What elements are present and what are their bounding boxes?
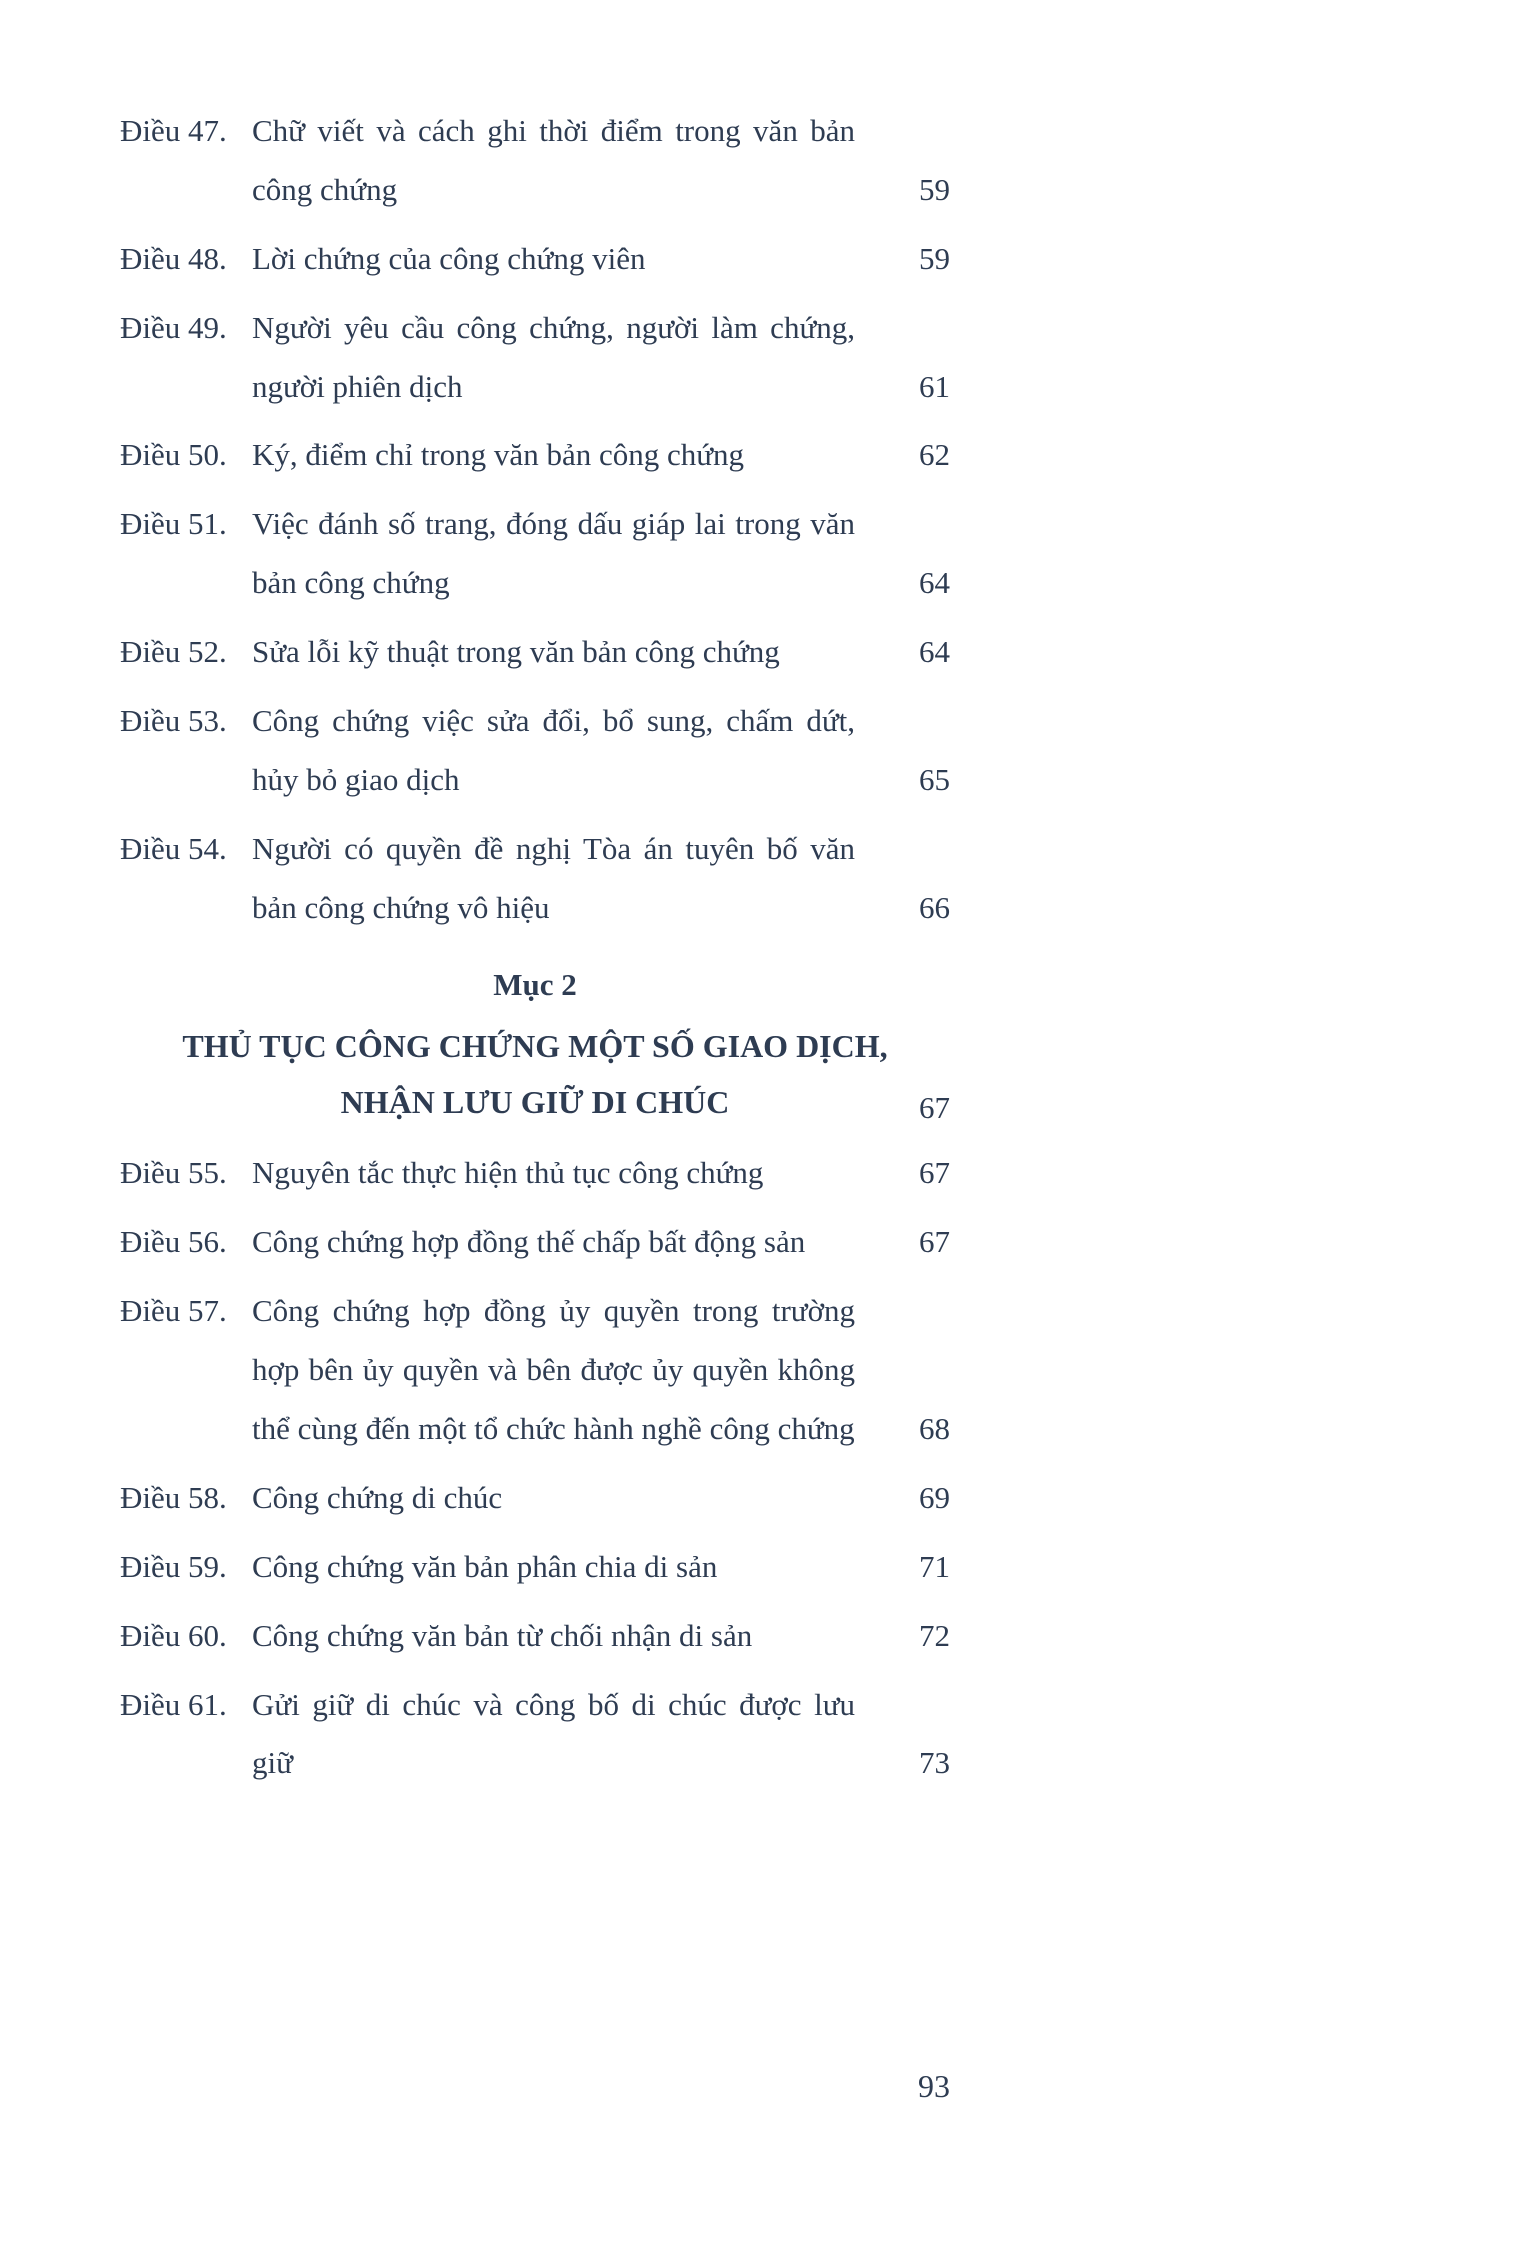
section-title-line2: NHẬN LƯU GIỮ DI CHÚC <box>340 1084 730 1121</box>
entry-title: Công chứng hợp đồng ủy quyền trong trường hợp bên ủy quyền và bên được ủy quyền không thể cùng đến một tổ chức hành nghề công chứng <box>252 1293 855 1447</box>
entry-title: Công chứng việc sửa đổi, bổ sung, chấm dứt, hủy bỏ giao dịch <box>252 703 855 797</box>
entry-page-number: 68 <box>919 1411 950 1447</box>
entry-page-number: 71 <box>919 1548 950 1584</box>
entry-page-number: 61 <box>919 368 950 404</box>
toc-entry <box>120 1469 950 1528</box>
entry-title: Công chứng văn bản phân chia di sản <box>252 1548 718 1584</box>
entry-label: Điều 59. <box>120 1548 227 1584</box>
toc-entry <box>120 1607 950 1666</box>
section-page-number: 67 <box>919 1090 950 1126</box>
entry-page-number: 67 <box>919 1155 950 1191</box>
entry-page-number: 59 <box>919 240 950 276</box>
toc-entry <box>120 230 950 289</box>
entry-title: Người có quyền đề nghị Tòa án tuyên bố văn bản công chứng vô hiệu <box>252 830 855 925</box>
entry-label: Điều 51. <box>120 506 227 542</box>
toc-entry <box>120 820 950 938</box>
section-title <box>120 1018 950 1130</box>
entry-label: Điều 52. <box>120 634 227 670</box>
entry-title: Công chứng văn bản từ chối nhận di sản <box>252 1617 753 1653</box>
entry-title: Công chứng di chúc <box>252 1479 503 1515</box>
entry-title: Nguyên tắc thực hiện thủ tục công chứng <box>252 1155 764 1191</box>
toc-entry <box>120 1676 950 1794</box>
entry-title: Việc đánh số trang, đóng dấu giáp lai trong văn bản công chứng <box>252 506 855 601</box>
table-of-contents <box>120 102 950 1803</box>
entry-title: Sửa lỗi kỹ thuật trong văn bản công chứng <box>252 634 780 670</box>
toc-entry <box>120 495 950 613</box>
entry-page-number: 67 <box>919 1224 950 1260</box>
toc-entry <box>120 623 950 682</box>
entry-title: Lời chứng của công chứng viên <box>252 240 646 276</box>
entry-label: Điều 58. <box>120 1479 227 1515</box>
section-kicker: Mục 2 <box>493 966 577 1002</box>
entry-page-number: 66 <box>919 889 950 925</box>
entry-title: Gửi giữ di chúc và công bố di chúc được lưu giữ <box>252 1686 855 1781</box>
entry-label: Điều 53. <box>120 703 227 739</box>
entry-label: Điều 49. <box>120 309 227 345</box>
entry-page-number: 64 <box>919 565 950 601</box>
section-heading <box>120 956 950 1131</box>
entry-page-number: 59 <box>919 171 950 207</box>
entry-label: Điều 55. <box>120 1155 227 1191</box>
toc-entry <box>120 426 950 485</box>
entry-title: Ký, điểm chỉ trong văn bản công chứng <box>252 437 745 473</box>
entry-title: Chữ viết và cách ghi thời điểm trong văn bản công chứng <box>252 113 855 207</box>
entry-label: Điều 50. <box>120 437 227 473</box>
entry-label: Điều 56. <box>120 1224 227 1260</box>
folio-page-number: 93 <box>918 2068 950 2104</box>
entry-page-number: 65 <box>919 761 950 797</box>
page-footer <box>120 2068 950 2105</box>
entry-label: Điều 47. <box>120 113 227 148</box>
section-title-line1: THỦ TỤC CÔNG CHỨNG MỘT SỐ GIAO DỊCH, <box>182 1028 888 1065</box>
entry-page-number: 64 <box>919 634 950 670</box>
entry-label: Điều 60. <box>120 1617 227 1653</box>
entry-label: Điều 61. <box>120 1686 227 1722</box>
entry-title: Người yêu cầu công chứng, người làm chứng, người phiên dịch <box>252 309 855 404</box>
entry-page-number: 73 <box>919 1745 950 1781</box>
entry-label: Điều 48. <box>120 240 227 276</box>
toc-entry <box>120 1538 950 1597</box>
toc-entry <box>120 102 950 220</box>
toc-entry <box>120 1213 950 1272</box>
toc-entry <box>120 299 950 417</box>
entry-label: Điều 54. <box>120 830 227 866</box>
entry-page-number: 72 <box>919 1617 950 1653</box>
entry-page-number: 62 <box>919 437 950 473</box>
toc-entry <box>120 1144 950 1203</box>
toc-entry <box>120 692 950 810</box>
entry-page-number: 69 <box>919 1479 950 1515</box>
toc-entry <box>120 1282 950 1459</box>
entry-label: Điều 57. <box>120 1293 227 1329</box>
entry-title: Công chứng hợp đồng thế chấp bất động sản <box>252 1224 806 1260</box>
